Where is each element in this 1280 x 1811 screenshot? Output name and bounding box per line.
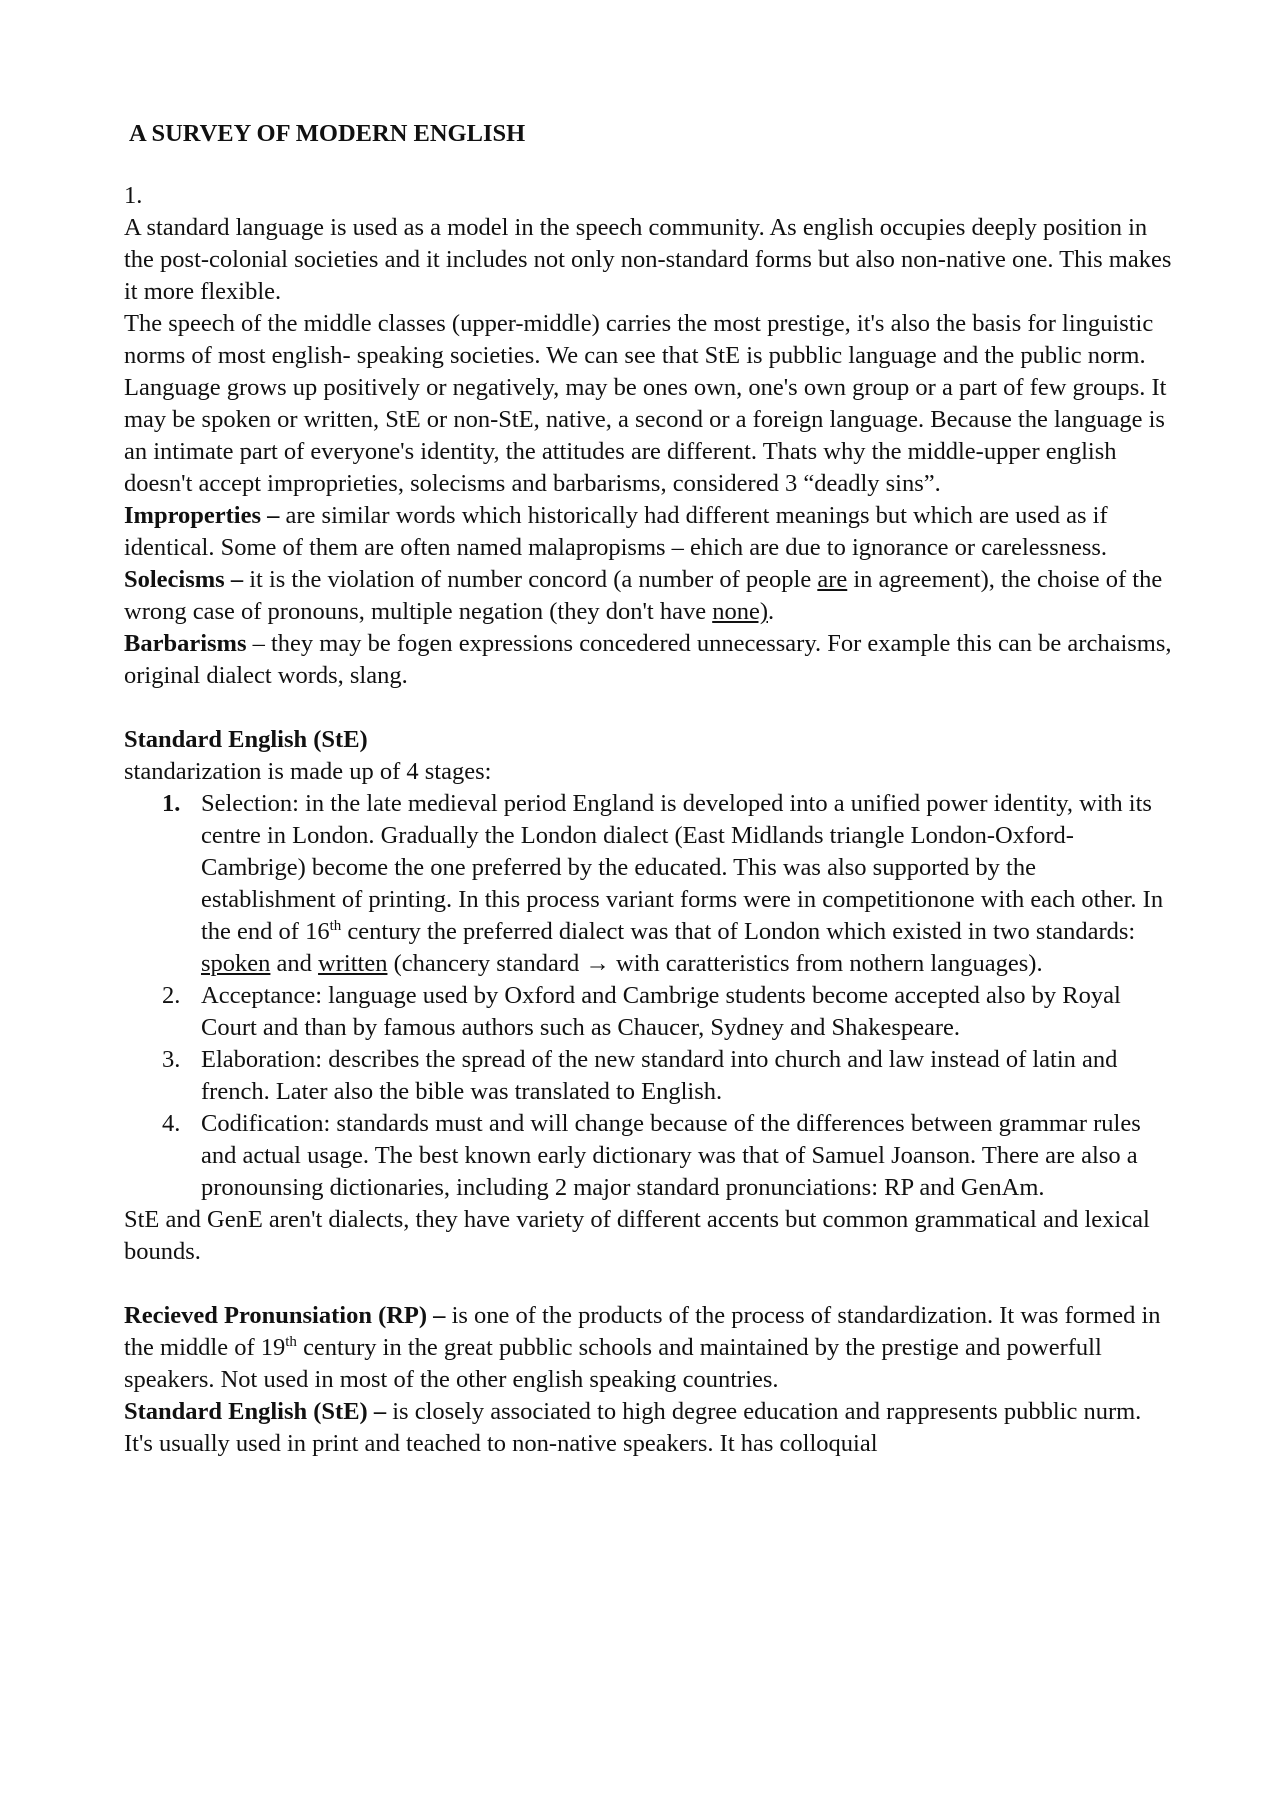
superscript-th: th bbox=[285, 1334, 297, 1350]
stage-text: Elaboration: describes the spread of the new standard into church and law instead of latin and french. Later also the bible was translated to English. bbox=[201, 1046, 1118, 1105]
definition-barbarisms bbox=[124, 628, 1174, 692]
term-barbarisms: Barbarisms bbox=[124, 630, 247, 657]
paragraph-language-attitudes: Language grows up positively or negatively, may be ones own, one's own group or a part of few groups. It may be spoken or written, StE or non-StE, native, a second or a foreign language. Because the language is an intimate part of everyone's identity, the attitudes are different. Thats why the middle-upper english doesn't accept improprieties, solecisms and barbarisms, considered 3 “deadly sins”. bbox=[124, 374, 1167, 497]
definition-rp-text-b: century in the great pubblic schools and maintained by the prestige and powerfull speakers. Not used in most of the other english speaking countries. bbox=[124, 1334, 1102, 1393]
stages-list bbox=[124, 788, 1174, 1204]
list-item-codification bbox=[124, 1108, 1174, 1204]
document-page bbox=[124, 118, 1174, 1460]
underlined-written: written bbox=[318, 950, 388, 977]
list-number: 4. bbox=[162, 1110, 181, 1137]
definition-ste bbox=[124, 1396, 1174, 1460]
spacer bbox=[124, 692, 1174, 724]
stage-text-a: Selection: in the late medieval period England is developed into a unified power identity, with its centre in London. Gradually the London dialect (East Midlands triangle London-Oxford-Cambrige) become the one preferred by the educated. This was also supported by the establishment of printing. In this process variant forms were in competitionone with each other. In the end of 16 bbox=[201, 790, 1164, 945]
stage-text-d: (chancery standard → with caratteristics from nothern languages). bbox=[387, 950, 1043, 977]
definition-improperties-text: are similar words which historically had different meanings but which are used as if identical. Some of them are often named malapropisms – ehich are due to ignorance or carelessness. bbox=[124, 502, 1108, 561]
paragraph-middle-classes: The speech of the middle classes (upper-middle) carries the most prestige, it's also the basis for linguistic norms of most english- speaking societies. We can see that StE is pubblic language and the public norm. bbox=[124, 310, 1154, 369]
stage-text: Codification: standards must and will change because of the differences between grammar rules and actual usage. The best known early dictionary was that of Samuel Joanson. There are also a pronounsing dictionaries, including 2 major standard pronunciations: RP and GenAm. bbox=[201, 1110, 1141, 1201]
definition-solecisms-text-a: it is the violation of number concord (a number of people bbox=[243, 566, 818, 593]
paragraph-ste-gene: StE and GenE aren't dialects, they have variety of different accents but common grammatical and lexical bounds. bbox=[124, 1206, 1150, 1265]
definition-rp-text-a: is one of the products of the process of standardization. It was formed in the middle of 19 bbox=[124, 1302, 1161, 1361]
stage-text-c: and bbox=[270, 950, 319, 977]
definition-solecisms-text-b: in agreement), the choise of the wrong case of pronouns, multiple negation (they don't have bbox=[124, 566, 1163, 625]
stage-text-b: century the preferred dialect was that of London which existed in two standards: bbox=[341, 918, 1136, 945]
paragraph-standard-language: A standard language is used as a model in the speech community. As english occupies deeply position in the post-colonial societies and it includes not only non-standard forms but also non-native one. This makes it more flexible. bbox=[124, 214, 1172, 305]
list-number: 2. bbox=[162, 982, 181, 1009]
list-number: 3. bbox=[162, 1046, 181, 1073]
definition-improperties bbox=[124, 500, 1174, 564]
underlined-spoken: spoken bbox=[201, 950, 271, 977]
definition-rp bbox=[124, 1300, 1174, 1396]
section-number: 1. bbox=[124, 182, 143, 209]
standarization-intro: standarization is made up of 4 stages: bbox=[124, 758, 492, 785]
document-title: A SURVEY OF MODERN ENGLISH bbox=[129, 120, 526, 147]
definition-ste-text: is closely associated to high degree education and rappresents pubblic nurm. It's usually used in print and teached to non-native speakers. It has colloquial bbox=[124, 1398, 1142, 1457]
underlined-are: are bbox=[817, 566, 848, 593]
term-improperties: Improperties – bbox=[124, 502, 280, 529]
definition-solecisms-text-c: . bbox=[768, 598, 775, 625]
list-number: 1. bbox=[162, 790, 181, 817]
term-solecisms: Solecisms – bbox=[124, 566, 244, 593]
stage-text: Acceptance: language used by Oxford and Cambrige students become accepted also by Royal Court and than by famous authors such as Chaucer, Sydney and Shakespeare. bbox=[201, 982, 1121, 1041]
term-rp: Recieved Pronunsiation (RP) – bbox=[124, 1302, 446, 1329]
spacer bbox=[124, 1268, 1174, 1300]
term-ste: Standard English (StE) – bbox=[124, 1398, 387, 1425]
list-item-acceptance bbox=[124, 980, 1174, 1044]
definition-barbarisms-text: – they may be fogen expressions concedered unnecessary. For example this can be archaisms, original dialect words, slang. bbox=[124, 630, 1172, 689]
definition-solecisms bbox=[124, 564, 1174, 628]
list-item-selection bbox=[124, 788, 1174, 980]
underlined-none: none) bbox=[712, 598, 768, 625]
heading-standard-english: Standard English (StE) bbox=[124, 726, 368, 753]
list-item-elaboration bbox=[124, 1044, 1174, 1108]
superscript-th: th bbox=[329, 918, 342, 934]
